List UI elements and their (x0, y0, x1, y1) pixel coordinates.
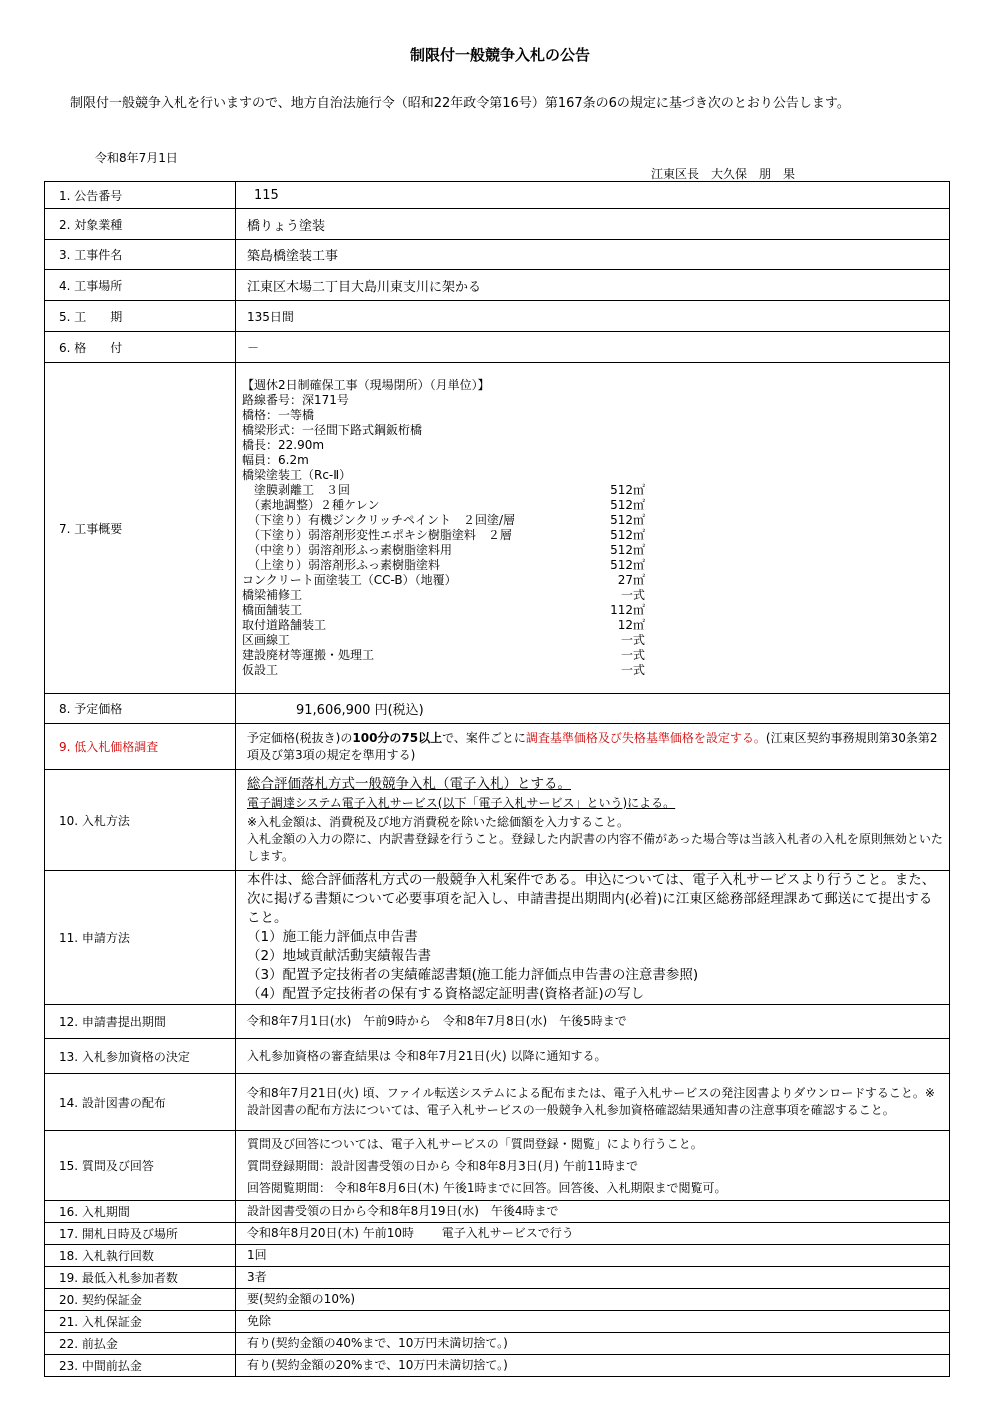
row-label: 8. 予定価格 (45, 694, 236, 724)
table-row (45, 694, 950, 724)
notice-table (44, 181, 950, 1377)
list-item: 取付道路舗装工 12㎡ (242, 618, 645, 632)
table-row (45, 1223, 950, 1245)
page-title: 制限付一般競争入札の公告 (409, 46, 590, 64)
table-row (45, 1201, 950, 1223)
row-label: 10. 入札方法 (45, 770, 236, 871)
list-item: 区画線工 一式 (242, 633, 645, 647)
advance-payment: 有り(契約金額の40%まで、10万円未満切捨て。) (236, 1333, 950, 1355)
table-row (45, 1005, 950, 1039)
contract-deposit: 要(契約金額の10%) (236, 1289, 950, 1311)
announcement-date: 令和8年7月1日 (95, 151, 178, 165)
application-method: 本件は、総合評価落札方式の一般競争入札案件である。申込については、電子入札サービスより行うこと。また、次に掲げる書類について必要事項を記入し、申請書提出期間内(必着)に江東区総務部経理課あて郵送にて提出すること。 （1）施工能力評価点申告書 （2）地域貢献活動実績報告書 （3）配置予定技術者の実績確認書類(施工能力評価点申告書の注意書参照) （4）配置予定技術者の保有する資格認定証明書(資格者証)の写し (236, 871, 950, 1005)
table-row (45, 1355, 950, 1377)
table-row (45, 182, 950, 209)
table-row (45, 1333, 950, 1355)
table-row (45, 1131, 950, 1201)
bid-execution-count: 1回 (236, 1245, 950, 1267)
table-row (45, 770, 950, 871)
row-label: 11. 申請方法 (45, 871, 236, 1005)
list-item: 塗膜剥離工 ３回 512㎡ (242, 483, 645, 497)
table-row (45, 1074, 950, 1131)
project-name: 築島橋塗装工事 (236, 240, 950, 270)
row-label: 7. 工事概要 (45, 363, 236, 694)
table-row (45, 1311, 950, 1333)
opening-date-place: 令和8年8月20日(木) 午前10時 電子入札サービスで行う (236, 1223, 950, 1245)
list-item: （上塗り）弱溶剤形ふっ素樹脂塗料 512㎡ (242, 558, 645, 572)
row-label: 1. 公告番号 (45, 182, 236, 209)
bridge-grade: 橋格：一等橋 (242, 408, 315, 422)
row-label: 2. 対象業種 (45, 209, 236, 240)
estimated-price: 91,606,900 円(税込) (236, 694, 950, 724)
row-label: 3. 工事件名 (45, 240, 236, 270)
overview-header: 【週休2日制確保工事（現場閉所）（月単位）】 (242, 378, 490, 392)
bidding-period: 設計図書受領の日から令和8年8月19日(水) 午後4時まで (236, 1201, 950, 1223)
row-label: 14. 設計図書の配布 (45, 1074, 236, 1131)
table-row (45, 871, 950, 1005)
rating: － (236, 332, 950, 363)
table-row (45, 724, 950, 770)
table-row (45, 332, 950, 363)
table-row (45, 1289, 950, 1311)
row-label: 21. 入札保証金 (45, 1311, 236, 1333)
industry-type: 橋りょう塗装 (236, 209, 950, 240)
intro-text: 制限付一般競争入札を行いますので、地方自治法施行令（昭和22年政令第16号）第167条の6の規定に基づき次のとおり公告します。 (70, 96, 850, 111)
list-item: （中塗り）弱溶剤形ふっ素樹脂塗料用 512㎡ (242, 543, 645, 557)
route-number: 路線番号：深171号 (242, 393, 349, 407)
row-label: 20. 契約保証金 (45, 1289, 236, 1311)
list-item: 建設廃材等運搬・処理工 一式 (242, 648, 645, 662)
table-row (45, 240, 950, 270)
interim-advance-payment: 有り(契約金額の20%まで、10万円未満切捨て。) (236, 1355, 950, 1377)
row-label: 17. 開札日時及び場所 (45, 1223, 236, 1245)
table-row (45, 301, 950, 332)
bidding-method: 総合評価落札方式一般競争入札（電子入札）とする。 電子調達システム電子入札サービス(以下「電子入札サービス」という)による。 ※入札金額は、消費税及び地方消費税を除いた総価額を入力すること。 入札金額の入力の際に、内訳書登録を行うこと。登録した内訳書の内容不備があった場合等は当該入札者の入札を原則無効といたします。 (236, 770, 950, 871)
row-label: 9. 低入札価格調査 (45, 724, 236, 770)
row-label: 4. 工事場所 (45, 270, 236, 301)
design-docs-distribution: 令和8年7月21日(火) 頃、ファイル転送システムによる配布または、電子入札サービスの発注図書よりダウンロードすること。※設計図書の配布方法については、電子入札サービスの一般競争入札参加資格確認結果通知書の注意事項を確認すること。 (236, 1074, 950, 1131)
project-location: 江東区木場二丁目大島川東支川に架かる (236, 270, 950, 301)
row-label: 19. 最低入札参加者数 (45, 1267, 236, 1289)
list-item: 橋梁補修工 一式 (242, 588, 645, 602)
bid-deposit: 免除 (236, 1311, 950, 1333)
list-item: 仮設工 一式 (242, 663, 645, 677)
notice-number: 115 (236, 182, 950, 209)
low-bid-survey: 予定価格(税抜き)の100分の75以上で、案件ごとに調査基準価格及び失格基準価格を設定する。(江東区契約事務規則第30条第2項及び第3項の規定を準用する) (236, 724, 950, 770)
announcer: 江東区長 大久保 朋 果 (651, 167, 796, 181)
painting-work: 橋梁塗装工（Rc-Ⅱ） (242, 468, 352, 482)
project-overview (236, 363, 950, 694)
row-label: 18. 入札執行回数 (45, 1245, 236, 1267)
row-label: 16. 入札期間 (45, 1201, 236, 1223)
list-item: （下塗り）弱溶剤形変性エポキシ樹脂塗料 ２層 512㎡ (242, 528, 645, 542)
application-period: 令和8年7月1日(水) 午前9時から 令和8年7月8日(水) 午後5時まで (236, 1005, 950, 1039)
list-item: （素地調整）２種ケレン 512㎡ (242, 498, 645, 512)
row-label: 23. 中間前払金 (45, 1355, 236, 1377)
bridge-type: 橋梁形式：一径間下路式鋼鈑桁橋 (242, 423, 423, 437)
table-row (45, 1267, 950, 1289)
list-item: コンクリート面塗装工（CC-B）（地覆） 27㎡ (242, 573, 645, 587)
eligibility-decision: 入札参加資格の審査結果は 令和8年7月21日(火) 以降に通知する。 (236, 1039, 950, 1074)
table-row (45, 1245, 950, 1267)
bridge-length: 橋長：22.90m (242, 438, 325, 452)
bridge-width: 幅員：6.2m (242, 453, 309, 467)
row-label: 6. 格 付 (45, 332, 236, 363)
list-item: 橋面舗装工 112㎡ (242, 603, 645, 617)
construction-period: 135日間 (236, 301, 950, 332)
questions-answers: 質問及び回答については、電子入札サービスの「質問登録・閲覧」により行うこと。 質問登録期間：設計図書受領の日から 令和8年8月3日(月) 午前11時まで 回答閲覧期間： 令和8年8月6日(木) 午後1時までに回答。回答後、入札期限まで閲覧可。 (236, 1131, 950, 1201)
row-label: 22. 前払金 (45, 1333, 236, 1355)
row-label: 13. 入札参加資格の決定 (45, 1039, 236, 1074)
min-bidders: 3者 (236, 1267, 950, 1289)
row-label: 15. 質問及び回答 (45, 1131, 236, 1201)
table-row (45, 1039, 950, 1074)
row-label: 5. 工 期 (45, 301, 236, 332)
table-row (45, 363, 950, 694)
table-row (45, 270, 950, 301)
row-label: 12. 申請書提出期間 (45, 1005, 236, 1039)
list-item: （下塗り）有機ジンクリッチペイント ２回塗/層 512㎡ (242, 513, 645, 527)
table-row (45, 209, 950, 240)
